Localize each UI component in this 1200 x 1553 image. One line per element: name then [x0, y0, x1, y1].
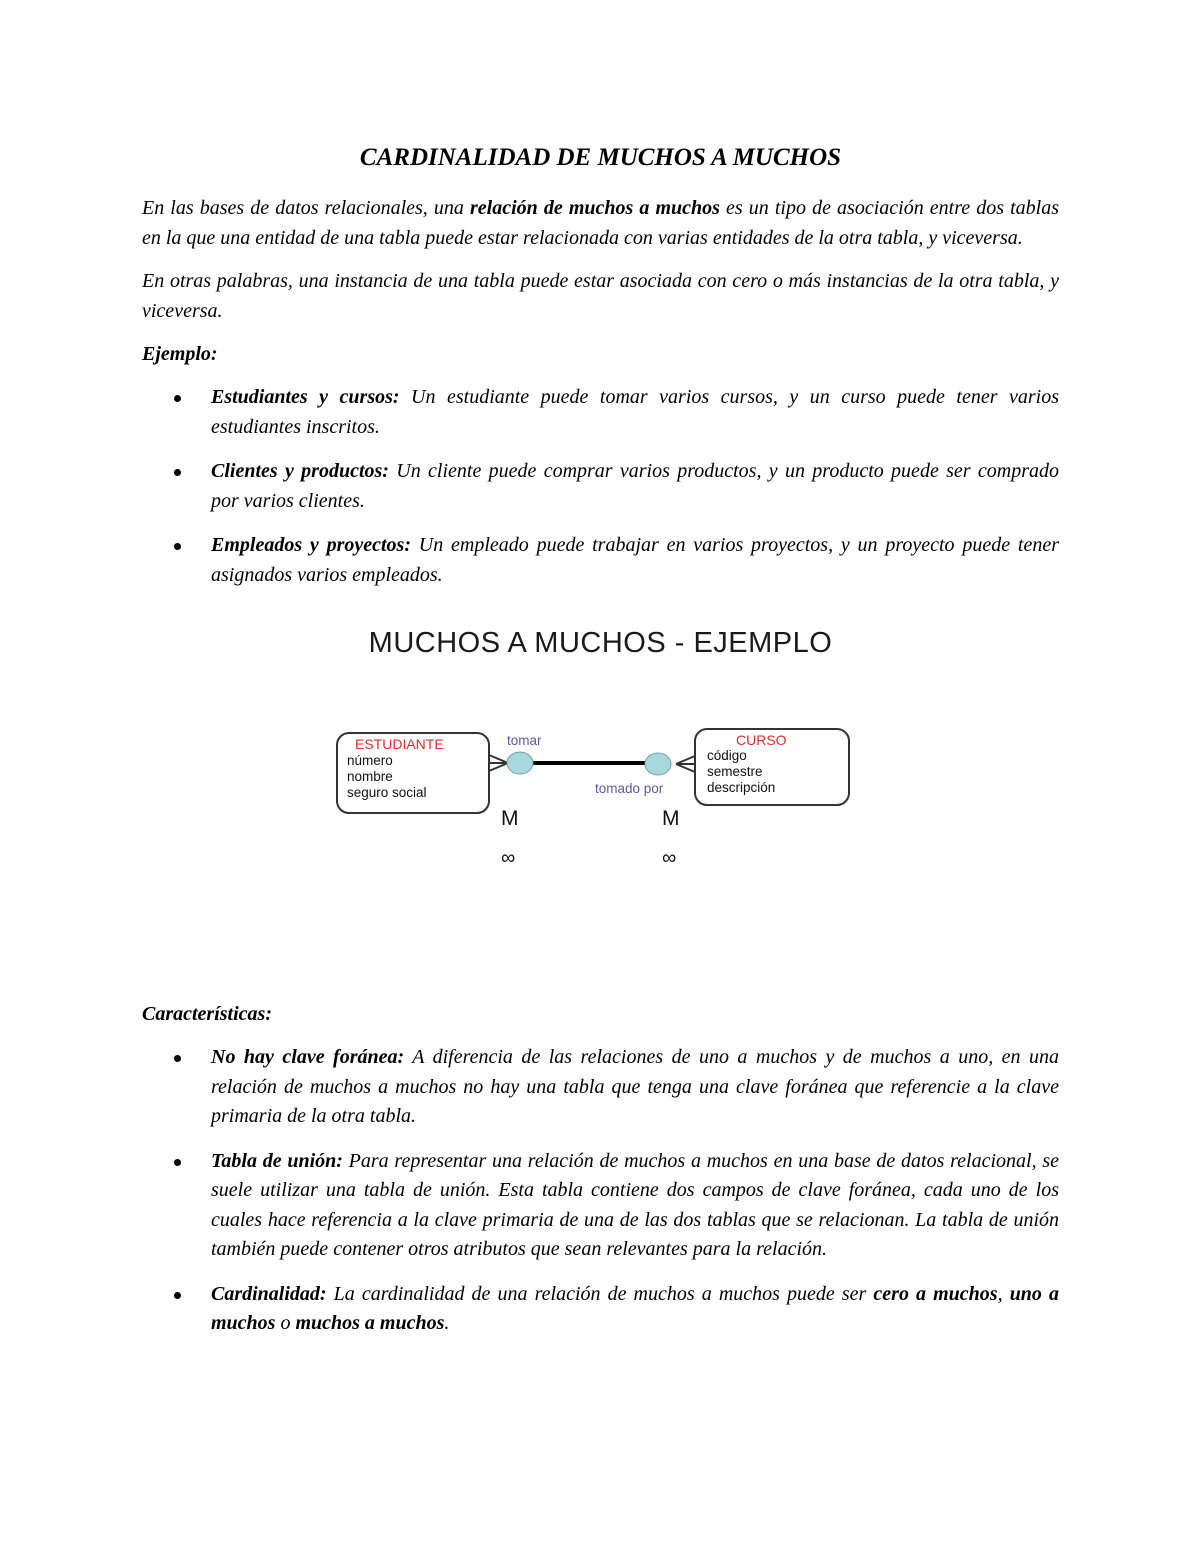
characteristic-text: A diferencia de las relaciones de uno a muchos y de muchos a uno, en una relación de muchos a muchos no hay una tabla que tenga una clave foránea que referencie a la clave primaria de la otra tabla. — [211, 1046, 1060, 1127]
example-term: Empleados y proyectos: — [211, 534, 411, 556]
curso-attribute: semestre — [707, 764, 763, 779]
cardinality-type: uno a muchos — [211, 1282, 1060, 1334]
intro-paragraph-2: En otras palabras, una instancia de una tabla puede estar asociada con cero o más instancias de la otra tabla, y viceversa. — [142, 270, 1059, 322]
examples-list — [142, 383, 1059, 590]
left-crows-foot-icon — [489, 755, 508, 771]
bullet-icon — [174, 1292, 181, 1299]
example-text: Un estudiante puede tomar varios cursos, y un curso puede tener varios estudiantes inscritos. — [211, 386, 1059, 438]
document-title: CARDINALIDAD DE MUCHOS A MUCHOS — [359, 144, 842, 171]
left-infinity-symbol: ∞ — [501, 847, 516, 869]
right-infinity-symbol: ∞ — [662, 847, 677, 869]
left-cardinality-label: M — [501, 807, 519, 830]
list-item — [142, 531, 1059, 590]
bullet-icon — [174, 543, 181, 550]
list-item — [142, 457, 1059, 516]
curso-entity-name: CURSO — [736, 732, 787, 748]
characteristics-heading: Características: — [142, 1003, 272, 1025]
right-connector-circle — [645, 753, 671, 775]
cardinality-type: cero a muchos — [873, 1282, 998, 1305]
list-item — [142, 1147, 1059, 1265]
intro-text-b: es un tipo de asociación entre dos tablas en la que una entidad de una tabla puede estar relacionada con varias entidades de la otra tabla, y viceversa. — [142, 197, 1059, 249]
left-connector-circle — [507, 752, 533, 774]
separator-text: , — [997, 1282, 1010, 1305]
sentence-end: . — [444, 1312, 450, 1334]
example-text: Un cliente puede comprar varios productos, y un producto puede ser comprado por varios clientes. — [211, 460, 1059, 512]
figure-title: MUCHOS A MUCHOS - EJEMPLO — [368, 627, 833, 659]
intro-bold-term: relación de muchos a muchos — [469, 197, 720, 219]
estudiante-attribute: nombre — [347, 769, 393, 784]
characteristic-term: Tabla de unión: — [211, 1149, 343, 1172]
estudiante-attribute: seguro social — [347, 785, 427, 800]
separator-text: o — [275, 1312, 296, 1334]
curso-attribute: código — [707, 748, 747, 763]
bullet-icon — [174, 1159, 181, 1166]
intro-text-a: En las bases de datos relacionales, una — [142, 197, 470, 219]
estudiante-attribute: número — [347, 753, 393, 768]
bullet-icon — [174, 395, 181, 402]
characteristics-list — [142, 1043, 1059, 1339]
right-crows-foot-icon — [676, 756, 695, 772]
characteristic-term: Cardinalidad: — [211, 1282, 327, 1305]
list-item — [142, 1280, 1059, 1339]
example-text: Un empleado puede trabajar en varios proyectos, y un proyecto puede tener asignados varios empleados. — [211, 534, 1059, 586]
characteristic-term: No hay clave foránea: — [211, 1046, 405, 1068]
example-term: Clientes y productos: — [211, 460, 389, 482]
er-diagram — [142, 605, 1059, 1000]
er-diagram-figure — [142, 605, 1059, 1000]
example-term: Estudiantes y cursos: — [211, 386, 400, 408]
list-item — [142, 1043, 1059, 1132]
estudiante-entity-name: ESTUDIANTE — [355, 736, 444, 752]
cardinality-type: muchos a muchos — [295, 1312, 445, 1334]
left-role-label: tomar — [507, 733, 542, 748]
list-item — [142, 383, 1059, 442]
bullet-icon — [174, 469, 181, 476]
right-role-label: tomado por — [595, 781, 664, 796]
right-cardinality-label: M — [662, 807, 680, 830]
intro-paragraph-1 — [142, 194, 1059, 253]
bullet-icon — [174, 1055, 181, 1062]
curso-attribute: descripción — [707, 780, 776, 795]
document-page — [142, 140, 1059, 1354]
example-heading: Ejemplo: — [142, 343, 218, 365]
characteristic-text: Para representar una relación de muchos a muchos en una base de datos relacional, se suele utilizar una tabla de unión. Esta tabla contiene dos campos de clave foránea, cada uno de los cuales hace referencia a la clave primaria de una de las dos tablas que se relacionan. La tabla de unión también puede contener otros atributos que sean relevantes para la relación. — [211, 1149, 1059, 1260]
characteristic-text: La cardinalidad de una relación de muchos a muchos puede ser — [326, 1282, 874, 1305]
